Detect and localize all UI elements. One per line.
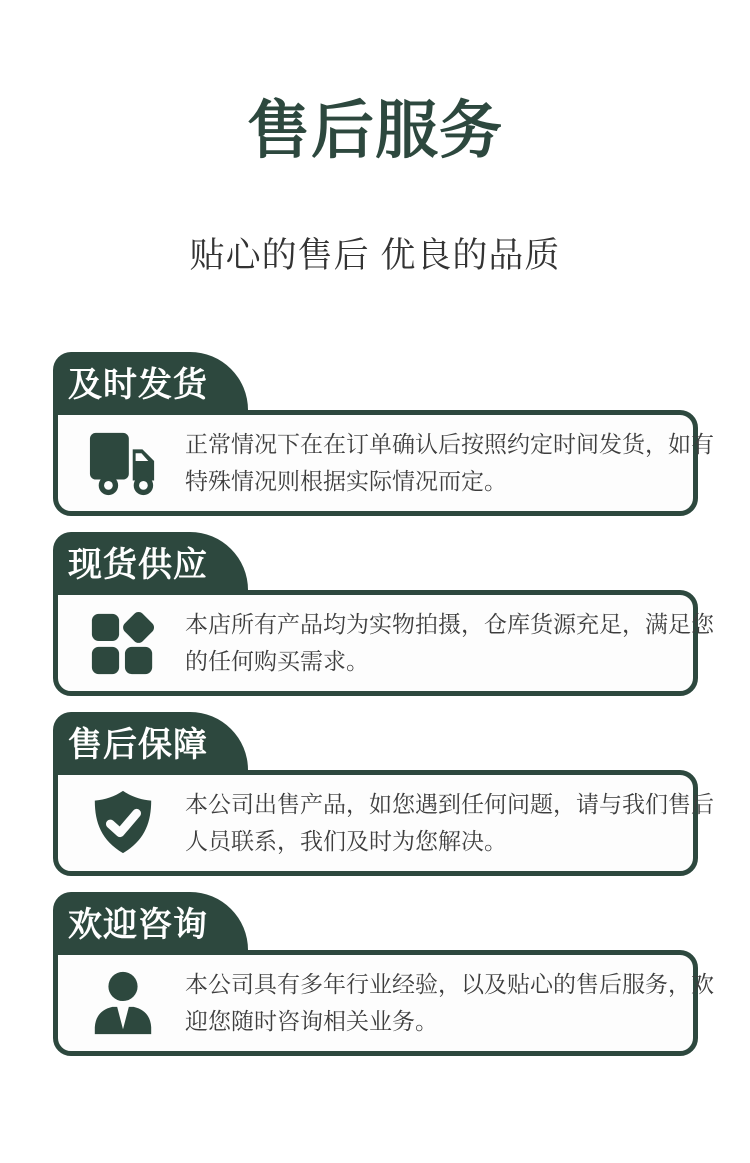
section-text-line: 正常情况下在在订单确认后按照约定时间发货，如有	[185, 431, 714, 457]
section-body	[53, 770, 714, 876]
truck-icon	[88, 428, 158, 498]
section-text-line: 迎您随时咨询相关业务。	[185, 1008, 438, 1034]
section-text	[185, 786, 714, 860]
section-tab-label: 售后保障	[68, 725, 208, 764]
section-text-line: 本公司出售产品，如您遇到任何问题，请与我们售后	[185, 791, 714, 817]
section-tab	[53, 712, 248, 770]
section-timely-shipping	[53, 352, 714, 516]
page-subtitle: 贴心的售后 优良的品质	[189, 236, 561, 275]
person-icon	[88, 968, 158, 1038]
page-title: 售后服务	[247, 96, 503, 166]
section-welcome-consult	[53, 892, 714, 1056]
section-tab	[53, 352, 248, 410]
section-text-line: 人员联系，我们及时为您解决。	[185, 828, 507, 854]
section-text	[185, 606, 714, 680]
section-text	[185, 966, 714, 1040]
section-body	[53, 410, 714, 516]
section-tab-label: 欢迎咨询	[68, 905, 208, 944]
section-text-line: 本公司具有多年行业经验，以及贴心的售后服务，欢	[185, 971, 714, 997]
section-after-sales-guarantee	[53, 712, 714, 876]
section-text-line: 本店所有产品均为实物拍摄，仓库货源充足，满足您	[185, 611, 714, 637]
section-text-line: 特殊情况则根据实际情况而定。	[185, 468, 507, 494]
service-sections	[53, 352, 750, 1056]
section-tab	[53, 892, 248, 950]
grid-squares-icon	[88, 608, 158, 678]
section-body	[53, 950, 714, 1056]
section-tab-label: 及时发货	[68, 365, 208, 404]
section-text	[185, 426, 714, 500]
shield-check-icon	[88, 788, 158, 858]
section-tab	[53, 532, 248, 590]
section-in-stock-supply	[53, 532, 714, 696]
section-tab-label: 现货供应	[68, 545, 208, 584]
section-body	[53, 590, 714, 696]
section-text-line: 的任何购买需求。	[185, 648, 369, 674]
